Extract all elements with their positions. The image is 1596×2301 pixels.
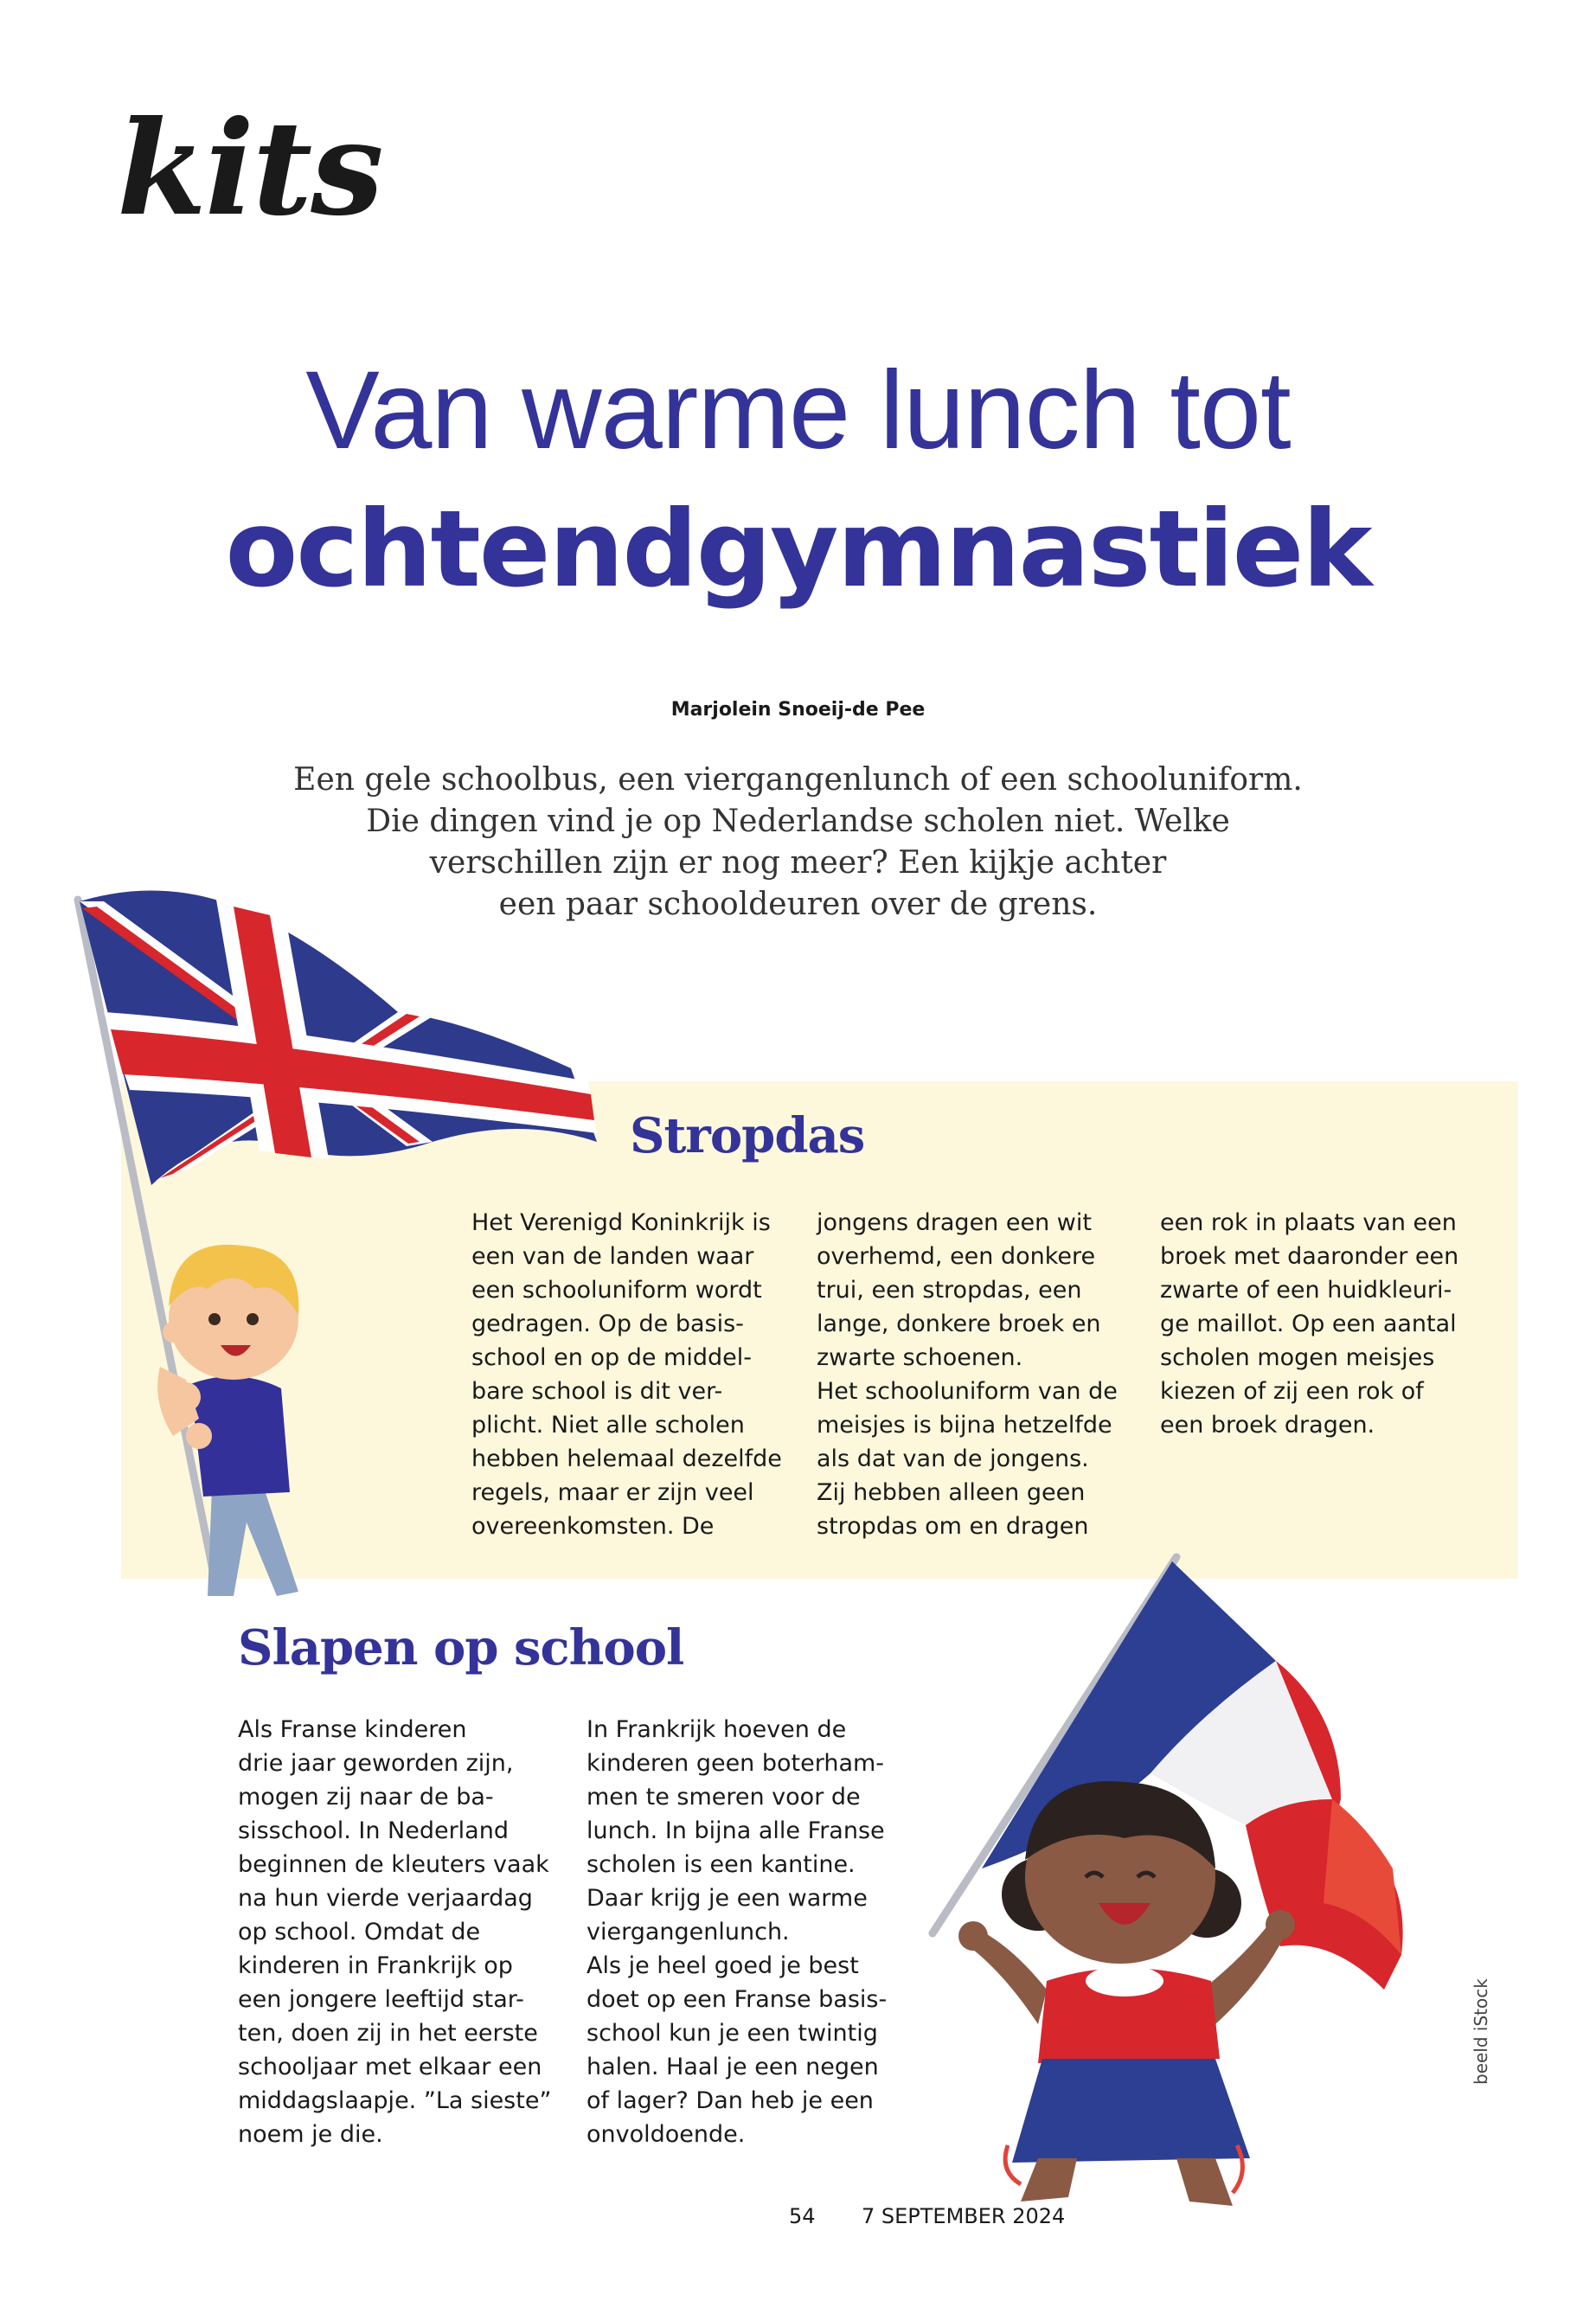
text-line: gedragen. Op de basis- bbox=[471, 1311, 744, 1337]
text-line: In Frankrijk hoeven de bbox=[586, 1716, 847, 1743]
text-line: kiezen of zij een rok of bbox=[1160, 1378, 1424, 1405]
text-line: of lager? Dan heb je een bbox=[586, 2087, 874, 2114]
text-line: school kun je een twintig bbox=[586, 2020, 878, 2047]
title-line-1: Van warme lunch tot bbox=[305, 349, 1291, 472]
text-line: plicht. Niet alle scholen bbox=[471, 1412, 745, 1439]
text-line: bare school is dit ver- bbox=[471, 1378, 723, 1405]
text-line: halen. Haal je een negen bbox=[586, 2054, 879, 2080]
text-line: kinderen in Frankrijk op bbox=[238, 1952, 513, 1979]
text-line: schooljaar met elkaar een bbox=[238, 2054, 542, 2080]
text-line: Als Franse kinderen bbox=[238, 1716, 467, 1743]
text-line: een broek dragen. bbox=[1160, 1412, 1375, 1439]
text-line: broek met daaronder een bbox=[1160, 1243, 1459, 1270]
text-line: noem je die. bbox=[238, 2121, 383, 2148]
text-line: school en op de middel- bbox=[471, 1344, 752, 1371]
text-line: men te smeren voor de bbox=[586, 1784, 861, 1811]
text-line: middagslaapje. ”La sieste” bbox=[238, 2087, 552, 2114]
stropdas-column-2 bbox=[817, 1206, 1118, 1543]
uk-flag-icon bbox=[80, 891, 597, 1185]
text-line: meisjes is bijna hetzelfde bbox=[817, 1412, 1112, 1439]
text-line: lunch. In bijna alle Franse bbox=[586, 1817, 885, 1844]
stropdas-heading: Stropdas bbox=[630, 1107, 865, 1164]
text-line: beginnen de kleuters vaak bbox=[238, 1851, 549, 1878]
page-number: 54 bbox=[789, 2204, 816, 2228]
text-line: jongens dragen een wit bbox=[817, 1209, 1092, 1236]
stropdas-column-1 bbox=[471, 1206, 782, 1543]
text-line: regels, maar er zijn veel bbox=[471, 1479, 754, 1506]
text-line: ten, doen zij in het eerste bbox=[238, 2020, 538, 2047]
image-credit: beeld iStock bbox=[1471, 1978, 1491, 2085]
text-line: een rok in plaats van een bbox=[1160, 1209, 1457, 1236]
text-line: als dat van de jongens. bbox=[817, 1445, 1089, 1472]
text-line: Daar krijg je een warme bbox=[586, 1885, 868, 1912]
text-line: doet op een Franse basis- bbox=[586, 1986, 888, 2013]
text-line: Het schooluniform van de bbox=[817, 1378, 1118, 1405]
intro-line: verschillen zijn er nog meer? Een kijkje achter bbox=[429, 845, 1167, 881]
french-flag-girl-illustration bbox=[917, 1540, 1436, 2214]
text-line: overeenkomsten. De bbox=[471, 1513, 715, 1540]
text-line: sisschool. In Nederland bbox=[238, 1817, 509, 1844]
slapen-heading: Slapen op school bbox=[238, 1619, 684, 1676]
text-line: op school. Omdat de bbox=[238, 1919, 481, 1945]
text-line: onvoldoende. bbox=[586, 2121, 746, 2148]
section-label: kits bbox=[117, 93, 382, 245]
issue-date: 7 SEPTEMBER 2024 bbox=[862, 2204, 1066, 2228]
text-line: scholen is een kantine. bbox=[586, 1851, 856, 1878]
slapen-column-1 bbox=[238, 1713, 551, 2151]
slapen-column-2 bbox=[586, 1713, 887, 2151]
text-line: na hun vierde verjaardag bbox=[238, 1885, 533, 1912]
text-line: stropdas om en dragen bbox=[817, 1513, 1089, 1540]
text-line: een jongere leeftijd star- bbox=[238, 1986, 524, 2013]
text-line: een van de landen waar bbox=[471, 1243, 754, 1270]
intro-line: Een gele schoolbus, een viergangenlunch of een schooluniform. bbox=[293, 762, 1303, 798]
text-line: mogen zij naar de ba- bbox=[238, 1784, 494, 1811]
text-line: zwarte of een huidkleuri- bbox=[1160, 1277, 1452, 1304]
text-line: kinderen geen boterham- bbox=[586, 1750, 885, 1777]
text-line: overhemd, een donkere bbox=[817, 1243, 1096, 1270]
text-line: drie jaar geworden zijn, bbox=[238, 1750, 514, 1777]
text-line: scholen mogen meisjes bbox=[1160, 1344, 1435, 1371]
text-line: Het Verenigd Koninkrijk is bbox=[471, 1209, 771, 1236]
title-line-2: ochtendgymnastiek bbox=[225, 488, 1371, 611]
text-line: zwarte schoenen. bbox=[817, 1344, 1023, 1371]
stropdas-column-3 bbox=[1160, 1206, 1458, 1442]
text-line: lange, donkere broek en bbox=[817, 1311, 1101, 1337]
intro-line: Die dingen vind je op Nederlandse scholen niet. Welke bbox=[366, 804, 1230, 839]
text-line: Zij hebben alleen geen bbox=[817, 1479, 1086, 1506]
text-line: ge maillot. Op een aantal bbox=[1160, 1311, 1457, 1337]
text-line: hebben helemaal dezelfde bbox=[471, 1445, 782, 1472]
text-line: Als je heel goed je best bbox=[586, 1952, 859, 1979]
text-line: een schooluniform wordt bbox=[471, 1277, 762, 1304]
boy-figure bbox=[157, 1245, 298, 1596]
text-line: trui, een stropdas, een bbox=[817, 1277, 1082, 1304]
intro-line: een paar schooldeuren over de grens. bbox=[498, 887, 1098, 922]
text-line: viergangenlunch. bbox=[586, 1919, 790, 1945]
author-byline: Marjolein Snoeij-de Pee bbox=[670, 699, 926, 721]
